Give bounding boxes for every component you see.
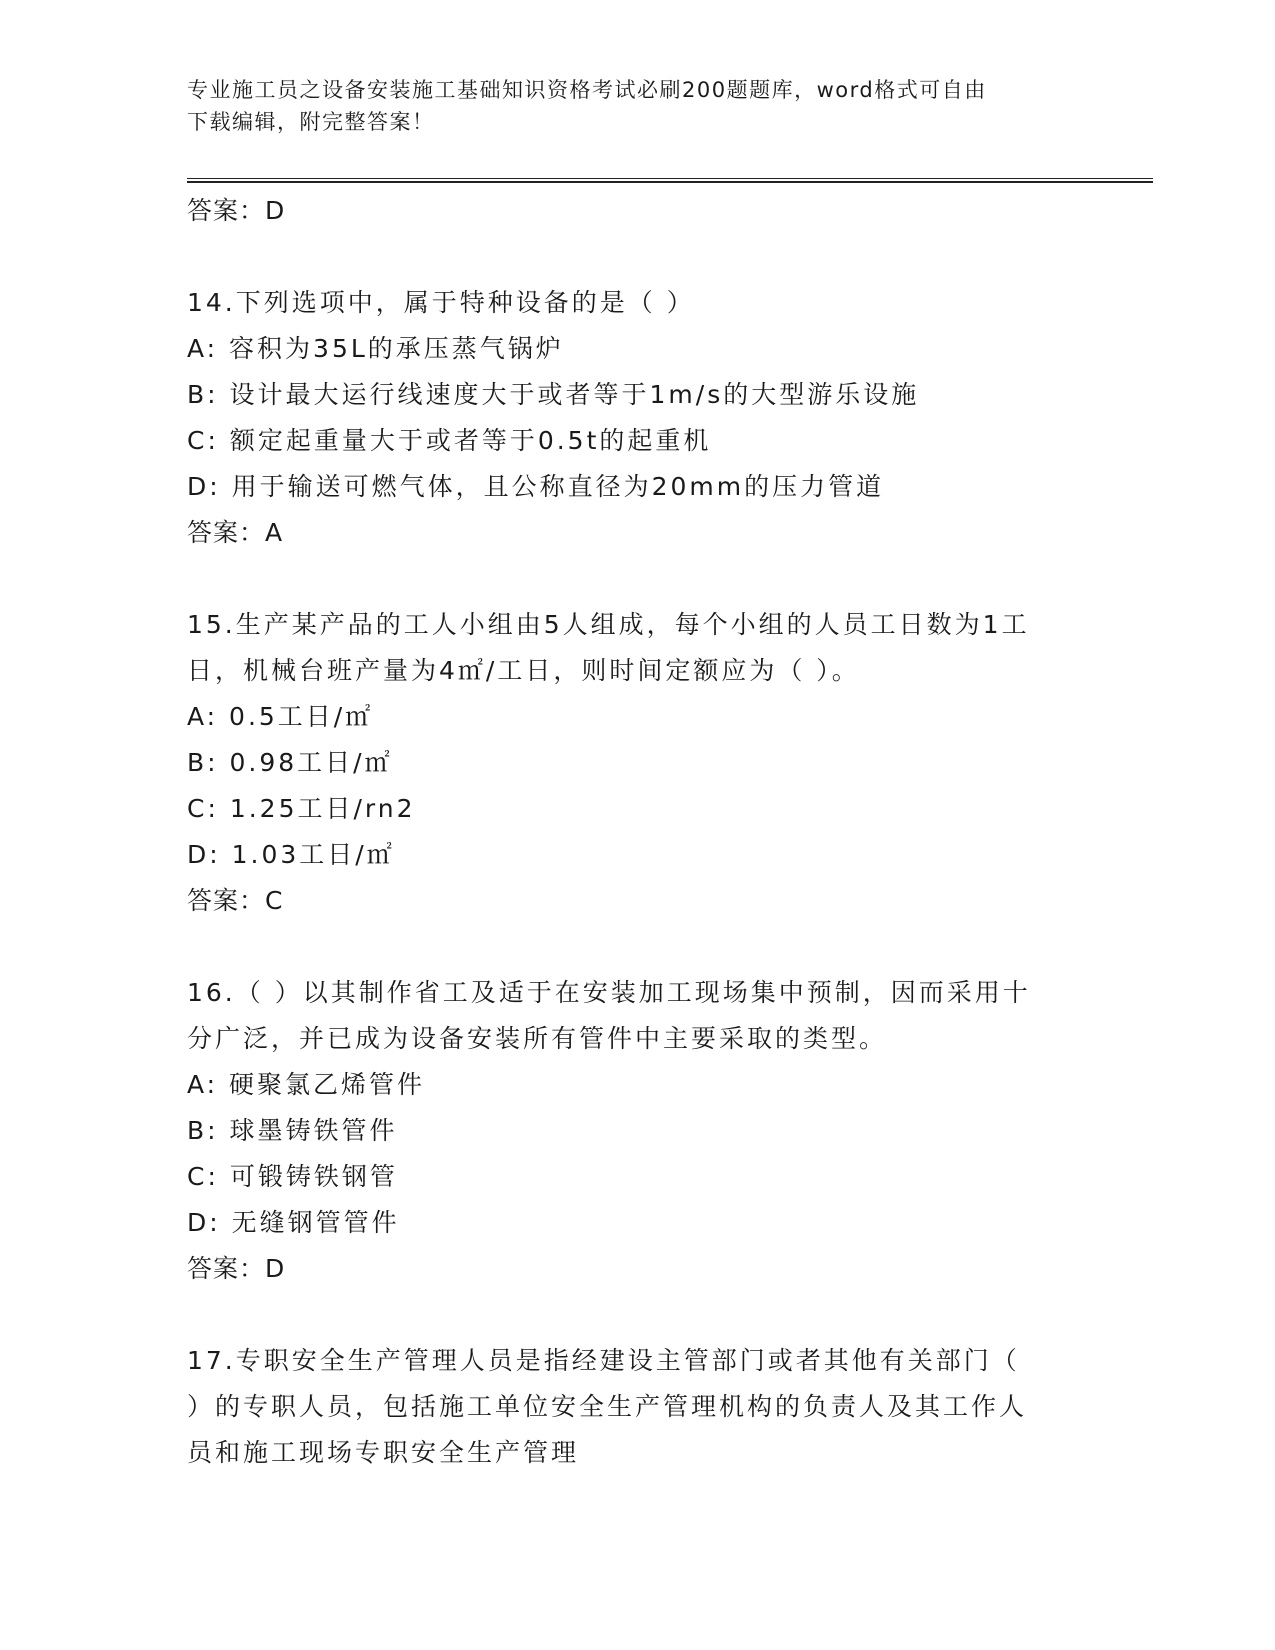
question-15 bbox=[187, 602, 1087, 924]
question-14 bbox=[187, 280, 1087, 556]
document-body bbox=[187, 188, 1087, 1476]
option-b: B: 球墨铸铁管件 bbox=[187, 1116, 398, 1145]
option-c: C: 1.25工日/rn2 bbox=[187, 794, 416, 823]
question-16 bbox=[187, 970, 1087, 1292]
option-c: C: 可锻铸铁钢管 bbox=[187, 1162, 398, 1191]
option-a: A: 容积为35L的承压蒸气锅炉 bbox=[187, 334, 564, 363]
question-stem: 16.（ ）以其制作省工及适于在安装加工现场集中预制，因而采用十 bbox=[187, 978, 1031, 1007]
answer-line: 答案：D bbox=[187, 196, 286, 225]
question-stem: 14.下列选项中，属于特种设备的是（ ） bbox=[187, 288, 695, 317]
option-b: B: 设计最大运行线速度大于或者等于1m/s的大型游乐设施 bbox=[187, 380, 920, 409]
header-line-2: 下载编辑，附完整答案！ bbox=[187, 110, 435, 134]
question-17 bbox=[187, 1338, 1087, 1476]
option-b: B: 0.98工日/㎡ bbox=[187, 748, 393, 777]
option-c: C: 额定起重量大于或者等于0.5t的起重机 bbox=[187, 426, 712, 455]
option-d: D: 1.03工日/㎡ bbox=[187, 840, 395, 869]
question-stem: 员和施工现场专职安全生产管理 bbox=[187, 1438, 580, 1467]
answer-line: 答案：D bbox=[187, 1254, 286, 1283]
question-stem: 15.生产某产品的工人小组由5人组成，每个小组的人员工日数为1工 bbox=[187, 610, 1030, 639]
spacer bbox=[187, 556, 1087, 602]
option-d: D: 无缝钢管管件 bbox=[187, 1208, 400, 1237]
page-header bbox=[187, 74, 1077, 138]
spacer bbox=[187, 1292, 1087, 1338]
question-stem: 日，机械台班产量为4㎡/工日，则时间定额应为（ ）。 bbox=[187, 656, 860, 685]
option-a: A: 0.5工日/㎡ bbox=[187, 702, 374, 731]
answer-line: 答案：A bbox=[187, 518, 284, 547]
spacer bbox=[187, 924, 1087, 970]
header-line-1: 专业施工员之设备安装施工基础知识资格考试必刷200题题库，word格式可自由 bbox=[187, 78, 987, 102]
question-stem: 17.专职安全生产管理人员是指经建设主管部门或者其他有关部门（ bbox=[187, 1346, 1020, 1375]
question-stem: ）的专职人员，包括施工单位安全生产管理机构的负责人及其工作人 bbox=[187, 1392, 1028, 1421]
spacer bbox=[187, 234, 1087, 280]
option-a: A: 硬聚氯乙烯管件 bbox=[187, 1070, 426, 1099]
header-divider bbox=[187, 178, 1153, 183]
answer-line: 答案：C bbox=[187, 886, 284, 915]
option-d: D: 用于输送可燃气体，且公称直径为20mm的压力管道 bbox=[187, 472, 885, 501]
question-stem: 分广泛，并已成为设备安装所有管件中主要采取的类型。 bbox=[187, 1024, 888, 1053]
